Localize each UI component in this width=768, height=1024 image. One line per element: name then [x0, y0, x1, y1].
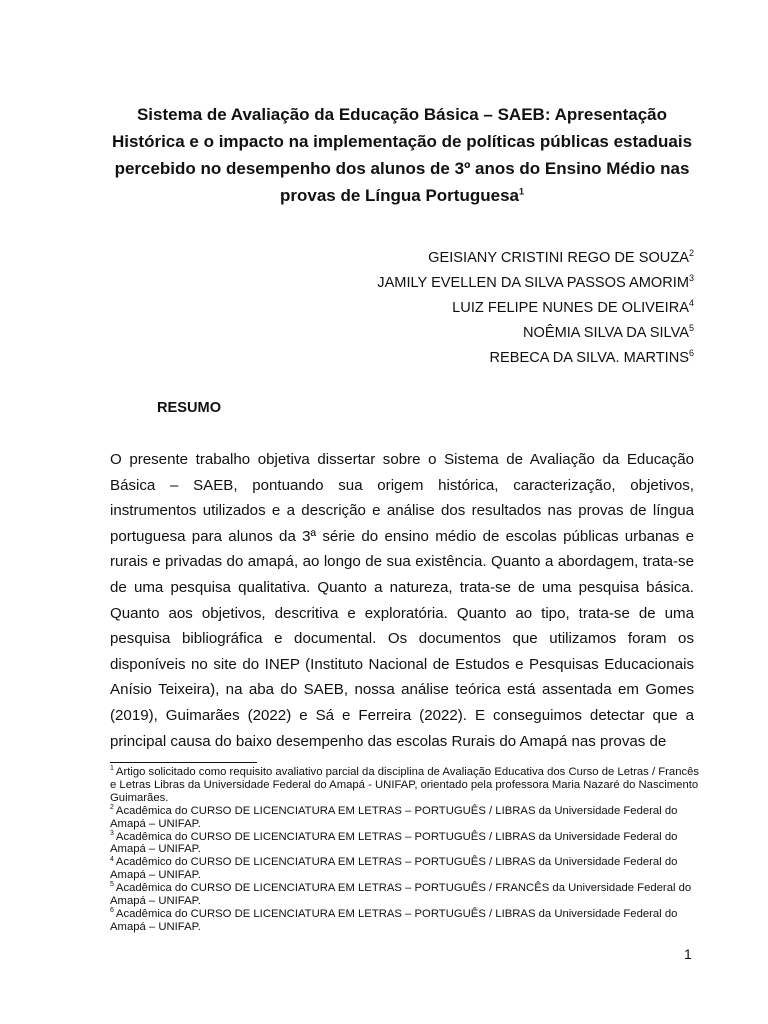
author-list [377, 246, 694, 371]
footnotes [110, 766, 700, 934]
author-name: GEISIANY CRISTINI REGO DE SOUZA [428, 250, 689, 266]
footnote-number: 6 [110, 907, 114, 915]
author-name: LUIZ FELIPE NUNES DE OLIVEIRA [452, 300, 689, 316]
footnote-text: Artigo solicitado como requisito avaliativo parcial da disciplina de Avaliação Educativa dos Curso de Letras / Francês e Letras Libras da Universidade Federal do Amapá - UNIFAP, orientado pela professora Maria Nazaré do Nascimento Guimarães. [110, 766, 700, 804]
page-number: 1 [684, 946, 692, 962]
footnote-text: Acadêmica do CURSO DE LICENCIATURA EM LETRAS – PORTUGUÊS / LIBRAS da Universidade Federal do Amapá – UNIFAP. [110, 907, 678, 933]
footnote-number: 3 [110, 829, 114, 837]
footnote [110, 882, 700, 908]
author-name: JAMILY EVELLEN DA SILVA PASSOS AMORIM [377, 275, 689, 291]
footnote-number: 5 [110, 881, 114, 889]
footnote [110, 831, 700, 857]
footnote-text: Acadêmica do CURSO DE LICENCIATURA EM LETRAS – PORTUGUÊS / LIBRAS da Universidade Federal do Amapá – UNIFAP. [110, 830, 678, 856]
author-line [377, 321, 694, 346]
author-name: REBECA DA SILVA. MARTINS [489, 350, 689, 366]
author-line [377, 346, 694, 371]
author-footnote-ref: 4 [688, 298, 694, 309]
author-line [377, 246, 694, 271]
footnote [110, 805, 700, 831]
footnote-text: Acadêmica do CURSO DE LICENCIATURA EM LETRAS – PORTUGUÊS / FRANCÊS da Universidade Federal do Amapá – UNIFAP. [110, 882, 692, 908]
footnote-separator [110, 762, 257, 763]
footnote-number: 2 [110, 803, 114, 811]
footnote-text: Acadêmica do CURSO DE LICENCIATURA EM LETRAS – PORTUGUÊS / LIBRAS da Universidade Federal do Amapá – UNIFAP. [110, 804, 678, 830]
footnote [110, 908, 700, 934]
footnote-number: 1 [110, 765, 114, 773]
author-footnote-ref: 5 [688, 323, 694, 334]
footnote [110, 856, 700, 882]
abstract-heading: RESUMO [157, 400, 222, 416]
author-line [377, 271, 694, 296]
author-line [377, 296, 694, 321]
footnote-text: Acadêmico do CURSO DE LICENCIATURA EM LETRAS – PORTUGUÊS / LIBRAS da Universidade Federal do Amapá – UNIFAP. [110, 856, 678, 882]
title-text: Sistema de Avaliação da Educação Básica – SAEB: Apresentação Histórica e o impacto na implementação de políticas públicas estaduais percebido no desempenho dos alunos de 3º anos do Ensino Médio nas provas de Língua Portuguesa [111, 105, 693, 205]
author-footnote-ref: 3 [688, 273, 694, 284]
abstract-paragraph: O presente trabalho objetiva dissertar sobre o Sistema de Avaliação da Educação Básica – SAEB, pontuando sua origem histórica, caracterização, objetivos, instrumentos utilizados e a descrição e análise dos resultados nas provas de língua portuguesa para alunos da 3ª série do ensino médio de escolas públicas urbanas e rurais e privadas do amapá, ao longo de sua existência. Quanto a abordagem, trata-se de uma pesquisa qualitativa. Quanto a natureza, trata-se de uma pesquisa básica. Quanto aos objetivos, descritiva e exploratória. Quanto ao tipo, trata-se de uma pesquisa bibliográfica e documental. Os documentos que utilizamos foram os disponíveis no site do INEP (Instituto Nacional de Estudos e Pesquisas Educacionais Anísio Teixeira), na aba do SAEB, nossa análise teórica está assentada em Gomes (2019), Guimarães (2022) e Sá e Ferreira (2022). E conseguimos detectar que a principal causa do baixo desempenho das escolas Rurais do Amapá nas provas de [110, 451, 694, 750]
footnote-number: 4 [110, 855, 114, 863]
author-footnote-ref: 6 [688, 348, 694, 359]
author-footnote-ref: 2 [688, 248, 694, 259]
author-name: NOÊMIA SILVA DA SILVA [522, 325, 689, 341]
title-footnote-ref: 1 [518, 186, 524, 197]
document-title [100, 101, 704, 209]
footnote [110, 766, 700, 805]
